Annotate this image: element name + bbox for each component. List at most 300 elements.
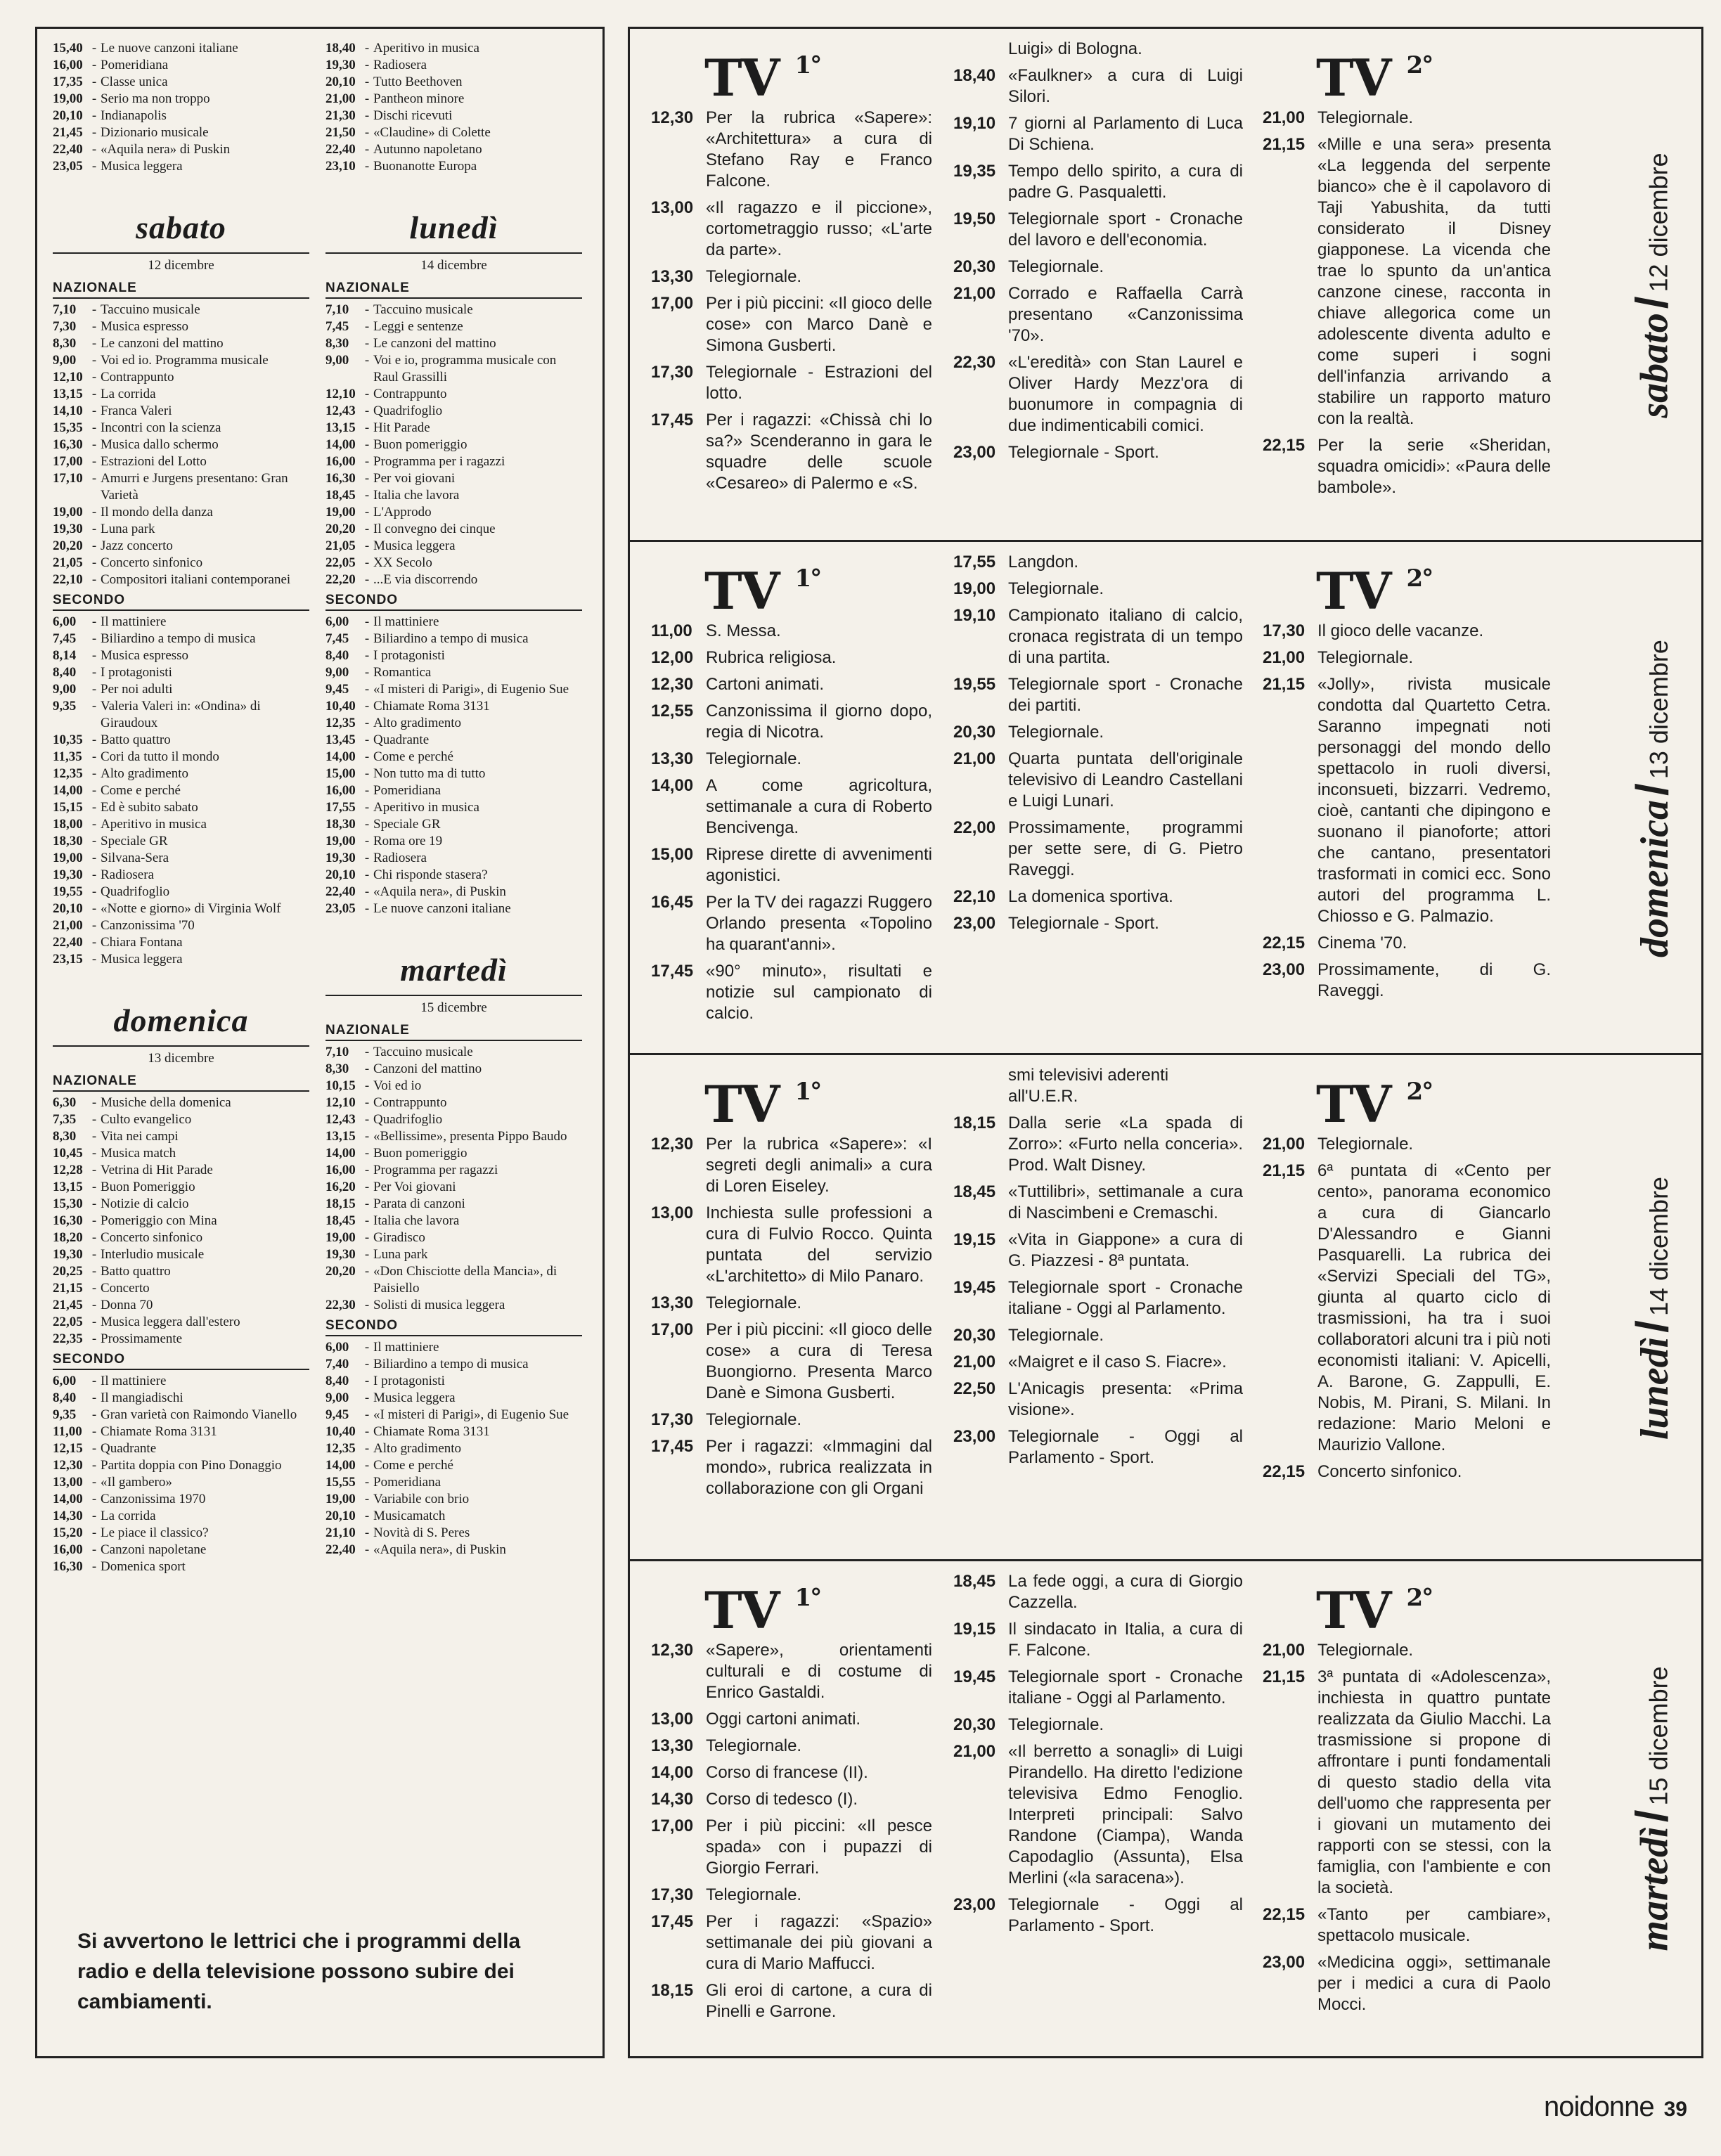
time-separator: -	[364, 1045, 370, 1059]
program-time: 9,35	[53, 699, 77, 714]
time-separator: -	[364, 1441, 370, 1456]
program-description: «Mille e una sera» presenta «La leggenda del serpente bianco» che è il capolavoro di Taji Yabushita, da tutti considerato il Disney giapponese. La vicenda che trae lo spunto da un'antica canzone cinese, racconta in chiave allegorica come un adolescente diventa adulto e come superi i sogni dell'infanzia arrivando a stabilire un rapporto maturo con la realtà.	[1317, 135, 1551, 428]
radio-program-row	[325, 850, 582, 867]
time-separator: -	[364, 91, 370, 106]
radio-program-row	[53, 470, 309, 504]
time-separator: -	[364, 1078, 370, 1093]
radio-program-row	[325, 1525, 582, 1542]
program-title: Alto gradimento	[101, 766, 189, 781]
radio-program-row	[325, 799, 582, 816]
program-time: 17,00	[53, 454, 83, 469]
program-time: 17,45	[651, 411, 694, 430]
program-time: 19,30	[53, 522, 83, 536]
time-separator: -	[364, 1163, 370, 1177]
program-title: «Aquila nera», di Puskin	[373, 884, 506, 899]
side-slash: /	[1627, 783, 1677, 796]
time-separator: -	[364, 142, 370, 157]
time-separator: -	[364, 614, 370, 629]
program-time: 21,00	[1263, 108, 1306, 127]
program-description: Per i ragazzi: «Spazio» settimanale dei più giovani a cura di Mario Maffucci.	[706, 1912, 932, 1973]
tv-program-row	[953, 283, 1243, 347]
program-title: «Don Chisciotte della Mancia», di Paisiello	[373, 1264, 557, 1296]
tv-program-row	[953, 1113, 1243, 1176]
program-title: Buon pomeriggio	[373, 437, 468, 452]
program-time: 22,05	[53, 1315, 83, 1329]
tv-program-row	[651, 621, 932, 642]
program-title: Luna park	[101, 522, 155, 536]
program-time: 12,30	[651, 1641, 694, 1660]
program-time: 8,40	[53, 1390, 77, 1405]
program-description: «Tanto per cambiare», spettacolo musicale.	[1317, 1905, 1551, 1945]
day-heading: lunedì	[409, 209, 498, 245]
radio-program-row	[53, 664, 309, 681]
radio-program-row	[325, 867, 582, 884]
program-time: 19,30	[53, 1247, 83, 1262]
time-separator: -	[364, 1542, 370, 1557]
time-separator: -	[91, 1247, 97, 1262]
time-separator: -	[91, 1492, 97, 1506]
time-separator: -	[364, 834, 370, 848]
program-title: Musica match	[101, 1146, 176, 1161]
program-description: Telegiornale.	[706, 1293, 802, 1312]
program-time: 21,00	[1263, 648, 1306, 667]
program-title: «Notte e giorno» di Virginia Wolf	[101, 901, 281, 916]
day-side-label-text	[1626, 1666, 1678, 1951]
tv2-column	[1263, 552, 1551, 1007]
program-title: Il mangiadischi	[101, 1390, 183, 1405]
program-time: 19,00	[53, 505, 83, 519]
tv-program-row	[953, 1426, 1243, 1468]
program-time: 19,00	[325, 1230, 356, 1245]
tv-program-row	[651, 1816, 932, 1879]
program-time: 11,00	[53, 1424, 82, 1439]
program-title: Speciale GR	[101, 834, 168, 848]
program-time: 9,00	[325, 1390, 349, 1405]
program-time: 23,00	[953, 1427, 996, 1446]
program-time: 12,30	[651, 675, 694, 694]
radio-program-row	[325, 833, 582, 850]
program-title: Canzonissima 1970	[101, 1492, 206, 1506]
program-description: Per i ragazzi: «Chissà chi lo sa?» Scenderanno in gara le squadre delle scuole «Cesareo» di Palermo e «S.	[706, 411, 932, 493]
tv-program-row	[651, 1789, 932, 1810]
program-time: 10,40	[325, 699, 356, 714]
program-title: Chiamate Roma 3131	[373, 1424, 490, 1439]
program-time: 11,00	[651, 621, 692, 640]
radio-program-row	[53, 1331, 309, 1348]
time-separator: -	[91, 901, 97, 916]
program-time: 20,10	[325, 1509, 356, 1523]
time-separator: -	[91, 142, 97, 157]
time-separator: -	[364, 1230, 370, 1245]
radio-program-row	[325, 1095, 582, 1111]
radio-program-row	[325, 1196, 582, 1213]
program-time: 19,00	[953, 579, 996, 598]
program-time: 13,45	[325, 732, 356, 747]
day-side-label	[1617, 29, 1687, 542]
program-title: «Aquila nera», di Puskin	[373, 1542, 506, 1557]
radio-program-row	[53, 681, 309, 698]
time-separator: -	[91, 1559, 97, 1574]
program-time: 18,00	[53, 817, 83, 832]
radio-program-row	[53, 1095, 309, 1111]
network-label: NAZIONALE	[53, 280, 309, 299]
tv-program-row	[953, 722, 1243, 743]
program-time: 13,00	[651, 1710, 694, 1729]
tv-program-row	[953, 1182, 1243, 1224]
tv-program-row	[651, 1203, 932, 1287]
time-separator: -	[364, 1475, 370, 1490]
program-time: 19,30	[325, 58, 356, 72]
radio-program-row	[53, 1440, 309, 1457]
program-time: 16,20	[325, 1180, 356, 1194]
program-time: 21,00	[1263, 1135, 1306, 1154]
tv-program-row	[651, 775, 932, 839]
program-time: 17,00	[651, 1320, 694, 1339]
radio-program-row	[325, 521, 582, 538]
program-time: 19,50	[953, 209, 996, 228]
radio-program-row	[53, 1491, 309, 1508]
program-title: Il mattiniere	[373, 614, 439, 629]
program-description: Rubrica religiosa.	[706, 648, 837, 667]
program-time: 14,00	[651, 776, 694, 795]
program-time: 23,05	[325, 901, 356, 916]
radio-program-row	[53, 867, 309, 884]
radio-program-row	[325, 470, 582, 487]
time-separator: -	[364, 682, 370, 697]
tv-program-row	[651, 410, 932, 494]
radio-program-row	[325, 386, 582, 403]
radio-program-row	[53, 1179, 309, 1196]
time-separator: -	[91, 454, 97, 469]
program-title: I protagonisti	[373, 1374, 445, 1388]
tv-program-row	[953, 1741, 1243, 1889]
time-separator: -	[364, 1357, 370, 1371]
radio-program-row	[53, 799, 309, 816]
program-time: 15,55	[325, 1475, 356, 1490]
radio-program-row	[53, 74, 309, 91]
time-separator: -	[91, 1542, 97, 1557]
radio-program-row	[53, 302, 309, 318]
radio-program-row	[325, 1457, 582, 1474]
program-time: 8,40	[53, 665, 77, 680]
program-title: Contrappunto	[101, 370, 174, 385]
program-time: 17,55	[325, 800, 356, 815]
program-time: 19,45	[953, 1278, 996, 1297]
tv-program-row	[651, 1736, 932, 1757]
tv-program-row	[953, 818, 1243, 881]
program-description: La domenica sportiva.	[1008, 887, 1173, 906]
program-title: Come e perché	[373, 1458, 453, 1473]
radio-program-row	[325, 1356, 582, 1373]
program-description: Quarta puntata dell'originale televisivo di Leandro Castellani e Luigi Lunari.	[1008, 749, 1243, 811]
time-separator: -	[91, 1146, 97, 1161]
program-time: 10,35	[53, 732, 83, 747]
radio-program-row	[325, 884, 582, 901]
tv-program-row	[651, 1436, 932, 1499]
radio-program-row	[325, 1162, 582, 1179]
tv-program-row	[953, 886, 1243, 908]
time-separator: -	[91, 699, 97, 714]
program-time: 8,14	[53, 648, 77, 663]
program-time: 22,00	[953, 818, 996, 837]
program-time: 19,00	[325, 1492, 356, 1506]
radio-column-2	[325, 40, 582, 1558]
program-description: Telegiornale - Estrazioni del lotto.	[706, 363, 932, 403]
program-description: Prossimamente, di G. Raveggi.	[1317, 960, 1551, 1000]
radio-program-row	[325, 1440, 582, 1457]
program-title: Concerto sinfonico	[101, 1230, 203, 1245]
program-title: Valeria Valeri in: «Ondina» di Giraudoux	[101, 699, 261, 730]
tv-program-row	[953, 1379, 1243, 1421]
program-time: 21,15	[53, 1281, 83, 1296]
time-separator: -	[364, 41, 370, 56]
program-title: «I misteri di Parigi», di Eugenio Sue	[373, 682, 569, 697]
program-title: Musicamatch	[373, 1509, 446, 1523]
program-time: 22,15	[1263, 1462, 1306, 1481]
program-time: 20,20	[325, 522, 356, 536]
program-description: «90° minuto», risultati e notizie sul campionato di calcio.	[706, 962, 932, 1023]
time-separator: -	[91, 1298, 97, 1312]
tv-program-row	[1263, 1640, 1551, 1661]
program-time: 19,00	[53, 91, 83, 106]
time-separator: -	[364, 732, 370, 747]
tv2-heading	[1316, 39, 1551, 108]
program-time: 9,45	[325, 1407, 349, 1422]
program-time: 18,30	[53, 834, 83, 848]
network-label: SECONDO	[53, 1352, 309, 1370]
program-title: Giradisco	[373, 1230, 425, 1245]
channel-number: 1°	[794, 1078, 821, 1106]
time-separator: -	[91, 631, 97, 646]
radio-program-row	[53, 901, 309, 917]
program-time: 19,10	[953, 114, 996, 133]
time-separator: -	[91, 1129, 97, 1144]
time-separator: -	[364, 1525, 370, 1540]
program-time: 21,15	[1263, 1667, 1306, 1686]
tv1-column	[651, 1571, 932, 2028]
program-title: «I misteri di Parigi», di Eugenio Sue	[373, 1407, 569, 1422]
radio-program-row	[53, 386, 309, 403]
program-time: 18,40	[953, 66, 996, 85]
program-time: 19,00	[53, 851, 83, 865]
tv-program-row	[953, 1667, 1243, 1709]
radio-program-row	[53, 782, 309, 799]
program-time: 8,40	[325, 1374, 349, 1388]
program-time: 19,45	[953, 1667, 996, 1686]
program-time: 15,00	[651, 845, 694, 864]
program-title: Speciale GR	[373, 817, 441, 832]
tv-program-row	[651, 1885, 932, 1906]
program-title: Franca Valeri	[101, 404, 172, 418]
program-title: Taccuino musicale	[373, 302, 473, 317]
program-time: 22,40	[53, 142, 83, 157]
program-description: 3ª puntata di «Adolescenza», inchiesta in quattro puntate realizzata da Giulio Macchi. La trasmissione si propone di affrontare i punti fondamentali di questo stadio della vita dell'uomo che rappresenta per i giovani un mutamento dei rapporti con se stessi, con la famiglia, con l'ambiente e con la società.	[1317, 1667, 1551, 1897]
program-time: 18,15	[651, 1981, 694, 2000]
program-time: 21,45	[53, 1298, 83, 1312]
program-title: Buon Pomeriggio	[101, 1180, 195, 1194]
tv-program-row	[651, 1762, 932, 1783]
program-description: Concerto sinfonico.	[1317, 1462, 1462, 1481]
side-slash: /	[1627, 1320, 1677, 1333]
program-description: Telegiornale.	[1317, 1135, 1414, 1154]
time-separator: -	[91, 1315, 97, 1329]
time-separator: -	[364, 387, 370, 401]
program-time: 7,10	[325, 1045, 349, 1059]
time-separator: -	[364, 420, 370, 435]
program-time: 22,40	[325, 142, 356, 157]
tv-program-row	[953, 552, 1243, 573]
program-title: Quadrifoglio	[101, 884, 170, 899]
program-time: 8,30	[325, 336, 349, 351]
program-time: 19,30	[325, 851, 356, 865]
program-title: Musica espresso	[101, 319, 189, 334]
program-title: Parata di canzoni	[373, 1196, 465, 1211]
tv1-column	[651, 1065, 932, 1505]
program-time: 19,15	[953, 1230, 996, 1249]
time-separator: -	[91, 505, 97, 519]
program-time: 23,00	[1263, 960, 1306, 979]
network-label: NAZIONALE	[325, 1023, 582, 1041]
schedule-notice: Si avvertono le lettrici che i programmi della radio e della televisione possono subire dei cambiamenti.	[77, 1930, 521, 2013]
program-title: Leggi e sentenze	[373, 319, 463, 334]
radio-program-row	[325, 1373, 582, 1390]
program-time: 7,45	[325, 631, 349, 646]
channel-name: TV	[1316, 1580, 1391, 1640]
radio-program-row	[325, 108, 582, 124]
side-slash: /	[1627, 296, 1677, 309]
tv-program-row	[651, 1319, 932, 1404]
tv-program-row	[1263, 108, 1551, 129]
tv-program-row	[953, 1229, 1243, 1272]
program-time: 19,00	[325, 505, 356, 519]
program-title: Incontri con la scienza	[101, 420, 221, 435]
program-title: Programma per ragazzi	[373, 1163, 498, 1177]
tv-program-row	[651, 362, 932, 404]
program-time: 21,45	[53, 125, 83, 140]
program-description: Per la rubrica «Sapere»: «I segreti degli animali» a cura di Loren Eiseley.	[706, 1135, 932, 1196]
time-separator: -	[364, 538, 370, 553]
program-time: 10,40	[325, 1424, 356, 1439]
divider	[53, 1045, 309, 1047]
day-side-label	[1617, 542, 1687, 1055]
program-description: Telegiornale sport - Cronache del lavoro e dell'economia.	[1008, 209, 1243, 250]
program-title: Musica leggera	[373, 538, 456, 553]
program-title: Musica leggera	[373, 1390, 456, 1405]
network-label: NAZIONALE	[53, 1073, 309, 1092]
program-time: 8,30	[53, 1129, 77, 1144]
radio-program-row	[53, 1457, 309, 1474]
program-time: 16,30	[53, 1213, 83, 1228]
tv2-column	[1263, 39, 1551, 504]
tv-program-row	[1263, 1461, 1551, 1483]
tv-program-row	[953, 1894, 1243, 1937]
time-separator: -	[364, 336, 370, 351]
program-title: Amurri e Jurgens presentano: Gran Varietà	[101, 471, 288, 503]
side-date: 12 dicembre	[1644, 153, 1673, 292]
time-separator: -	[91, 1331, 97, 1346]
program-time: 21,05	[325, 538, 356, 553]
program-time: 7,35	[53, 1112, 77, 1127]
program-description: «Il berretto a sonagli» di Luigi Pirandello. Ha diretto l'edizione televisiva Edmo Fenoglio. Interpreti principali: Salvo Randone (Ciampa), Wanda Capodaglio (Assunta), Elsa Merlini («la saracena»).	[1008, 1742, 1243, 1887]
radio-program-row	[53, 631, 309, 647]
time-separator: -	[364, 522, 370, 536]
program-title: Quadrante	[373, 732, 430, 747]
date-label: 12 dicembre	[148, 258, 214, 273]
time-separator: -	[364, 817, 370, 832]
time-separator: -	[91, 1230, 97, 1245]
radio-program-row	[325, 816, 582, 833]
radio-program-row	[53, 1407, 309, 1424]
network-label: SECONDO	[325, 1318, 582, 1336]
radio-program-row	[53, 951, 309, 968]
tv-day-section	[630, 29, 1701, 542]
program-time: 23,00	[953, 914, 996, 933]
program-title: Voi ed io	[373, 1078, 422, 1093]
program-description: Telegiornale.	[1317, 1641, 1414, 1660]
program-time: 21,00	[953, 284, 996, 303]
radio-program-row	[325, 420, 582, 437]
tv-listings	[628, 27, 1703, 2058]
program-title: «Aquila nera» di Puskin	[101, 142, 231, 157]
radio-program-row	[325, 766, 582, 782]
program-description: Canzonissima il giorno dopo, regia di Nicotra.	[706, 702, 932, 742]
tv-program-row	[651, 1409, 932, 1431]
program-description: Gli eroi di cartone, a cura di Pinelli e Garrone.	[706, 1981, 932, 2021]
program-title: Per noi adulti	[101, 682, 173, 697]
program-description: Telegiornale.	[706, 267, 802, 286]
tv-day-section	[630, 1055, 1701, 1561]
program-time: 21,05	[53, 555, 83, 570]
program-time: 6,00	[325, 614, 349, 629]
program-time: 20,20	[325, 1264, 356, 1279]
channel-number: 1°	[794, 1584, 821, 1612]
program-title: Canzoni del mattino	[373, 1061, 482, 1076]
program-time: 7,10	[53, 302, 77, 317]
program-description: Telegiornale.	[1317, 648, 1414, 667]
program-time: 9,45	[325, 682, 349, 697]
program-title: Batto quattro	[101, 1264, 171, 1279]
tv-program-row	[651, 701, 932, 743]
program-time: 11,35	[53, 749, 82, 764]
program-description: Inchiesta sulle professioni a cura di Fulvio Rocco. Quinta puntata del servizio «L'architetto» di Milo Panaro.	[706, 1203, 932, 1286]
program-description: Per la rubrica «Sapere»: «Architettura» a cura di Stefano Ray e Franco Falcone.	[706, 108, 932, 191]
program-description: Langdon.	[1008, 553, 1079, 572]
time-separator: -	[91, 302, 97, 317]
time-separator: -	[91, 665, 97, 680]
program-time: 19,30	[53, 867, 83, 882]
radio-program-row	[325, 1491, 582, 1508]
time-separator: -	[91, 108, 97, 123]
time-separator: -	[364, 555, 370, 570]
program-title: Taccuino musicale	[373, 1045, 473, 1059]
program-time: 9,00	[325, 353, 349, 368]
program-time: 18,45	[953, 1572, 996, 1591]
time-separator: -	[364, 1112, 370, 1127]
program-title: Dischi ricevuti	[373, 108, 453, 123]
program-time: 6,00	[53, 1374, 77, 1388]
program-title: Vetrina di Hit Parade	[101, 1163, 213, 1177]
radio-program-row	[53, 91, 309, 108]
program-description: Telegiornale.	[1008, 579, 1104, 598]
continued-text: Luigi» di Bologna.	[1008, 39, 1142, 58]
day-heading: domenica	[113, 1002, 249, 1038]
program-title: Cori da tutto il mondo	[101, 749, 219, 764]
program-time: 12,35	[325, 1441, 356, 1456]
tv-program-row	[1263, 1904, 1551, 1947]
program-title: Le canzoni del mattino	[101, 336, 224, 351]
program-title: XX Secolo	[373, 555, 432, 570]
radio-program-row	[325, 1407, 582, 1424]
